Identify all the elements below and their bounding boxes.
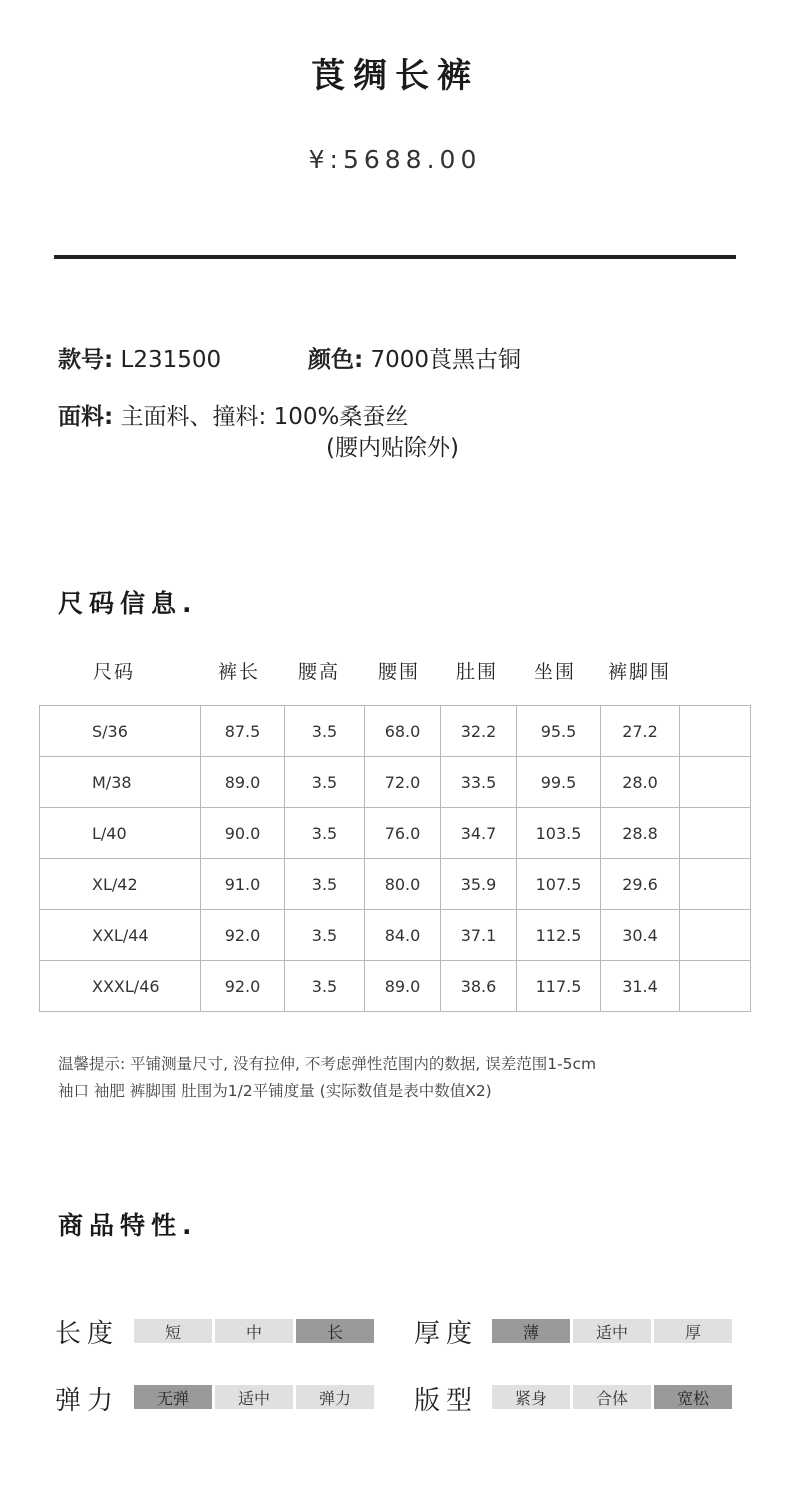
table-cell: M/38 bbox=[40, 757, 201, 808]
table-row bbox=[40, 859, 751, 910]
feature-option: 短 bbox=[134, 1319, 212, 1343]
feature-option: 弹力 bbox=[296, 1385, 374, 1409]
feature-option: 适中 bbox=[215, 1385, 293, 1409]
table-cell: 99.5 bbox=[517, 757, 601, 808]
feature-option: 宽松 bbox=[654, 1385, 732, 1409]
style-number bbox=[58, 341, 221, 374]
table-cell: 95.5 bbox=[517, 706, 601, 757]
table-cell: 38.6 bbox=[441, 961, 517, 1012]
table-cell: 3.5 bbox=[285, 910, 365, 961]
feature-option: 无弹 bbox=[134, 1385, 212, 1409]
style-number-label: 款号: bbox=[58, 347, 114, 373]
table-cell: 34.7 bbox=[441, 808, 517, 859]
table-cell: 89.0 bbox=[365, 961, 441, 1012]
measurement-note-2: 袖口 袖肥 裤脚围 肚围为1/2平铺度量 (实际数值是表中数值X2) bbox=[58, 1082, 492, 1100]
size-table bbox=[39, 705, 751, 1012]
header-waist: 腰围 bbox=[378, 661, 421, 683]
header-size: 尺码 bbox=[93, 661, 136, 683]
features-section-title: 商品特性. bbox=[58, 1211, 198, 1240]
table-cell-empty bbox=[680, 808, 751, 859]
color-label: 颜色: bbox=[308, 347, 364, 373]
table-cell-empty bbox=[680, 757, 751, 808]
feature-option: 长 bbox=[296, 1319, 374, 1343]
product-price: ¥:5688.00 bbox=[308, 145, 482, 174]
product-title: 莨绸长裤 bbox=[311, 56, 479, 96]
table-cell: 28.0 bbox=[601, 757, 680, 808]
feature-options-elasticity bbox=[134, 1385, 377, 1409]
style-number-value: L231500 bbox=[120, 347, 222, 373]
table-cell: 32.2 bbox=[441, 706, 517, 757]
table-cell: L/40 bbox=[40, 808, 201, 859]
divider bbox=[54, 255, 736, 259]
table-cell: 89.0 bbox=[201, 757, 285, 808]
table-cell: 90.0 bbox=[201, 808, 285, 859]
feature-options-thickness bbox=[492, 1319, 735, 1343]
table-cell: XL/42 bbox=[40, 859, 201, 910]
fabric-note: (腰内贴除外) bbox=[326, 435, 459, 461]
feature-label-fit: 版型 bbox=[414, 1386, 479, 1416]
table-cell: 68.0 bbox=[365, 706, 441, 757]
table-cell-empty bbox=[680, 961, 751, 1012]
feature-option: 中 bbox=[215, 1319, 293, 1343]
table-cell: 112.5 bbox=[517, 910, 601, 961]
table-cell: 72.0 bbox=[365, 757, 441, 808]
table-cell: 91.0 bbox=[201, 859, 285, 910]
feature-option: 薄 bbox=[492, 1319, 570, 1343]
table-cell: 29.6 bbox=[601, 859, 680, 910]
table-cell: XXL/44 bbox=[40, 910, 201, 961]
table-cell: S/36 bbox=[40, 706, 201, 757]
table-cell: 80.0 bbox=[365, 859, 441, 910]
table-cell: 3.5 bbox=[285, 859, 365, 910]
table-cell: 92.0 bbox=[201, 910, 285, 961]
measurement-note-1: 温馨提示: 平铺测量尺寸, 没有拉伸, 不考虑弹性范围内的数据, 误差范围1-5cm bbox=[58, 1055, 597, 1073]
feature-label-thickness: 厚度 bbox=[414, 1319, 479, 1349]
size-table-headers bbox=[0, 657, 790, 685]
table-cell: 3.5 bbox=[285, 808, 365, 859]
feature-options-fit bbox=[492, 1385, 735, 1409]
table-cell: XXXL/46 bbox=[40, 961, 201, 1012]
table-cell-empty bbox=[680, 706, 751, 757]
table-cell: 3.5 bbox=[285, 961, 365, 1012]
table-row bbox=[40, 757, 751, 808]
table-cell: 35.9 bbox=[441, 859, 517, 910]
feature-option: 适中 bbox=[573, 1319, 651, 1343]
header-belly: 肚围 bbox=[456, 661, 499, 683]
table-cell: 76.0 bbox=[365, 808, 441, 859]
table-cell: 92.0 bbox=[201, 961, 285, 1012]
header-rise: 腰高 bbox=[298, 661, 341, 683]
table-cell: 28.8 bbox=[601, 808, 680, 859]
table-cell: 84.0 bbox=[365, 910, 441, 961]
fabric-label: 面料: bbox=[58, 404, 114, 430]
feature-label-elasticity: 弹力 bbox=[55, 1386, 120, 1416]
table-row bbox=[40, 910, 751, 961]
table-cell: 37.1 bbox=[441, 910, 517, 961]
table-cell-empty bbox=[680, 910, 751, 961]
table-row bbox=[40, 808, 751, 859]
feature-option: 紧身 bbox=[492, 1385, 570, 1409]
header-hem: 裤脚围 bbox=[608, 661, 672, 683]
table-row bbox=[40, 706, 751, 757]
table-cell: 87.5 bbox=[201, 706, 285, 757]
table-cell: 3.5 bbox=[285, 706, 365, 757]
table-cell: 3.5 bbox=[285, 757, 365, 808]
feature-option: 厚 bbox=[654, 1319, 732, 1343]
table-cell: 117.5 bbox=[517, 961, 601, 1012]
table-row bbox=[40, 961, 751, 1012]
feature-label-length: 长度 bbox=[55, 1319, 120, 1349]
header-length: 裤长 bbox=[218, 661, 261, 683]
fabric-value: 主面料、撞料: 100%桑蚕丝 bbox=[120, 404, 409, 430]
feature-options-length bbox=[134, 1319, 377, 1343]
size-section-title: 尺码信息. bbox=[58, 589, 198, 618]
color-value: 7000莨黑古铜 bbox=[370, 347, 522, 373]
fabric-info bbox=[58, 398, 408, 431]
table-cell: 107.5 bbox=[517, 859, 601, 910]
table-cell: 31.4 bbox=[601, 961, 680, 1012]
table-cell: 30.4 bbox=[601, 910, 680, 961]
table-cell-empty bbox=[680, 859, 751, 910]
table-cell: 103.5 bbox=[517, 808, 601, 859]
table-cell: 33.5 bbox=[441, 757, 517, 808]
header-hip: 坐围 bbox=[534, 661, 577, 683]
color-info bbox=[308, 341, 521, 374]
feature-option: 合体 bbox=[573, 1385, 651, 1409]
table-cell: 27.2 bbox=[601, 706, 680, 757]
